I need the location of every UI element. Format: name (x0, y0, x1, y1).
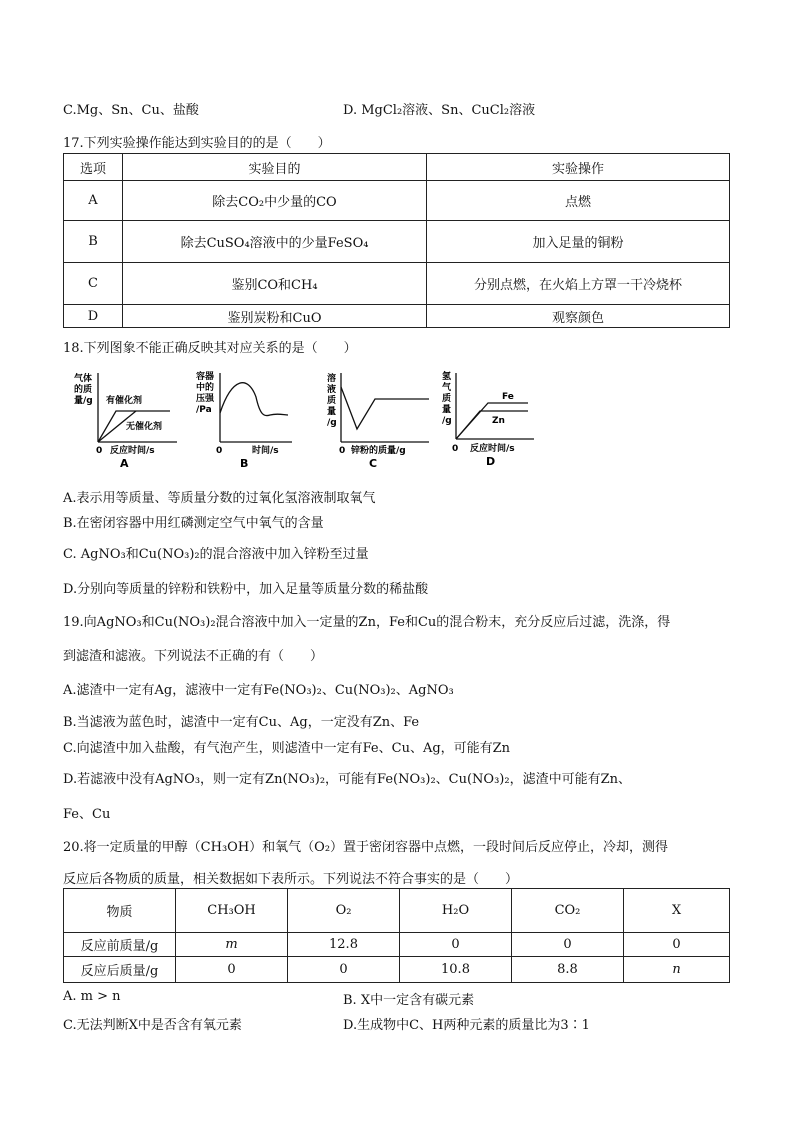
table-cell: 0 (288, 957, 400, 983)
q18-stem: 18.下列图象不能正确反映其对应关系的是（ ） (63, 341, 357, 356)
table-cell: 0 (624, 933, 730, 957)
header-cell: 选项 (64, 154, 123, 181)
table-cell: 8.8 (512, 957, 624, 983)
q19-option-d-line1: D.若滤液中没有AgNO₃，则一定有Zn(NO₃)₂，可能有Fe(NO₃)₂、Cu(NO₃)₂，滤渣中可能有Zn、 (63, 772, 631, 787)
table-row (64, 181, 730, 221)
origin-label: 0 (452, 444, 459, 454)
table-cell: A (64, 181, 123, 221)
header-cell: 实验目的 (123, 154, 427, 181)
table-cell: 0 (512, 933, 624, 957)
header-cell: CO₂ (512, 889, 624, 933)
header-cell: X (624, 889, 730, 933)
table-cell: 0 (400, 933, 512, 957)
origin-label: 0 (96, 446, 103, 456)
q19-stem-line1: 19.向AgNO₃和Cu(NO₃)₂混合溶液中加入一定量的Zn，Fe和Cu的混合粉末，充分反应后过滤，洗涤，得 (63, 615, 671, 630)
label-with-catalyst: 有催化剂 (106, 396, 143, 406)
q16-option-c: C.Mg、Sn、Cu、盐酸 (63, 103, 199, 118)
q18-graph-c (325, 367, 437, 472)
graph-b-ylabel: 容器中的压强/Pa (196, 372, 215, 415)
label-without-catalyst: 无催化剂 (126, 422, 163, 432)
label-zn: Zn (492, 416, 505, 426)
header-cell: 实验操作 (427, 154, 730, 181)
graph-c-ylabel: 溶液质量/g (327, 374, 337, 428)
table-cell: 鉴别CO和CH₄ (123, 263, 427, 305)
label-fe: Fe (502, 392, 514, 402)
pressure-curve (220, 383, 288, 416)
q18-option-d: D.分别向等质量的锌粉和铁粉中，加入足量等质量分数的稀盐酸 (63, 582, 429, 597)
graph-d-xlabel: 反应时间/s (470, 444, 515, 454)
q18-option-c: C. AgNO₃和Cu(NO₃)₂的混合溶液中加入锌粉至过量 (63, 547, 369, 562)
table-cell: 0 (176, 957, 288, 983)
graph-a-ylabel: 气体的质量/g (74, 374, 93, 406)
table-cell: 反应后质量/g (64, 957, 176, 983)
q20-option-d: D.生成物中C、H两种元素的质量比为3∶1 (343, 1018, 590, 1033)
table-cell: 观察颜色 (427, 305, 730, 328)
table-row (64, 933, 730, 957)
q19-stem-line2: 到滤渣和滤液。下列说法不正确的有（ ） (63, 649, 324, 664)
table-cell: 分别点燃，在火焰上方罩一干冷烧杯 (427, 263, 730, 305)
graph-c-xlabel: 锌粉的质量/g (351, 446, 406, 456)
table-cell: 点燃 (427, 181, 730, 221)
q20-option-c: C.无法判断X中是否含有氧元素 (63, 1018, 242, 1033)
q18-graph-a (72, 367, 180, 472)
q19-option-a: A.滤渣中一定有Ag，滤液中一定有Fe(NO₃)₂、Cu(NO₃)₂、AgNO₃ (63, 683, 454, 698)
graph-a-letter: A (120, 457, 129, 470)
q19-option-d-line2: Fe、Cu (63, 807, 111, 822)
table-cell: 鉴别炭粉和CuO (123, 305, 427, 328)
table-row (64, 263, 730, 305)
origin-label: 0 (216, 446, 223, 456)
graph-b-xlabel: 时间/s (252, 446, 279, 456)
graph-a-xlabel: 反应时间/s (110, 446, 155, 456)
q20-stem-line2: 反应后各物质的质量，相关数据如下表所示。下列说法不符合事实的是（ ） (63, 872, 519, 887)
table-row (64, 221, 730, 263)
table-cell: 除去CO₂中少量的CO (123, 181, 427, 221)
q17-stem: 17.下列实验操作能达到实验目的的是（ ） (63, 136, 331, 151)
table-cell: n (624, 957, 730, 983)
table-cell: C (64, 263, 123, 305)
q18-option-a: A.表示用等质量、等质量分数的过氧化氢溶液制取氧气 (63, 491, 376, 506)
q16-option-d: D. MgCl₂溶液、Sn、CuCl₂溶液 (343, 103, 536, 118)
q20-table (63, 888, 730, 983)
graph-d-letter: D (486, 455, 496, 468)
q19-option-c: C.向滤渣中加入盐酸，有气泡产生，则滤渣中一定有Fe、Cu、Ag，可能有Zn (63, 741, 511, 756)
table-cell: m (176, 933, 288, 957)
header-cell: H₂O (400, 889, 512, 933)
header-cell: 物质 (64, 889, 176, 933)
table-cell: 除去CuSO₄溶液中的少量FeSO₄ (123, 221, 427, 263)
q19-option-b: B.当滤液为蓝色时，滤渣中一定有Cu、Ag，一定没有Zn、Fe (63, 715, 420, 730)
graph-d-ylabel: 氢气质量/g (442, 372, 452, 426)
q17-table (63, 153, 730, 328)
graph-b-letter: B (240, 457, 249, 470)
table-cell: B (64, 221, 123, 263)
q18-graph-d (440, 367, 540, 472)
table-header-row (64, 889, 730, 933)
table-cell: 10.8 (400, 957, 512, 983)
table-cell: D (64, 305, 123, 328)
table-cell: 12.8 (288, 933, 400, 957)
header-cell: CH₃OH (176, 889, 288, 933)
header-cell: O₂ (288, 889, 400, 933)
graph-c-letter: C (369, 457, 378, 470)
q20-stem-line1: 20.将一定质量的甲醇（CH₃OH）和氧气（O₂）置于密闭容器中点燃，一段时间后反应停止，冷却，测得 (63, 840, 669, 855)
table-header-row (64, 154, 730, 181)
q18-graph-b (192, 367, 300, 472)
table-cell: 反应前质量/g (64, 933, 176, 957)
q18-option-b: B.在密闭容器中用红磷测定空气中氧气的含量 (63, 516, 324, 531)
table-row (64, 957, 730, 983)
table-row (64, 305, 730, 328)
table-cell: 加入足量的铜粉 (427, 221, 730, 263)
origin-label: 0 (339, 446, 346, 456)
solution-mass-line (341, 387, 429, 429)
q20-option-a: A. m > n (63, 989, 121, 1004)
q20-option-b: B. X中一定含有碳元素 (343, 993, 475, 1008)
